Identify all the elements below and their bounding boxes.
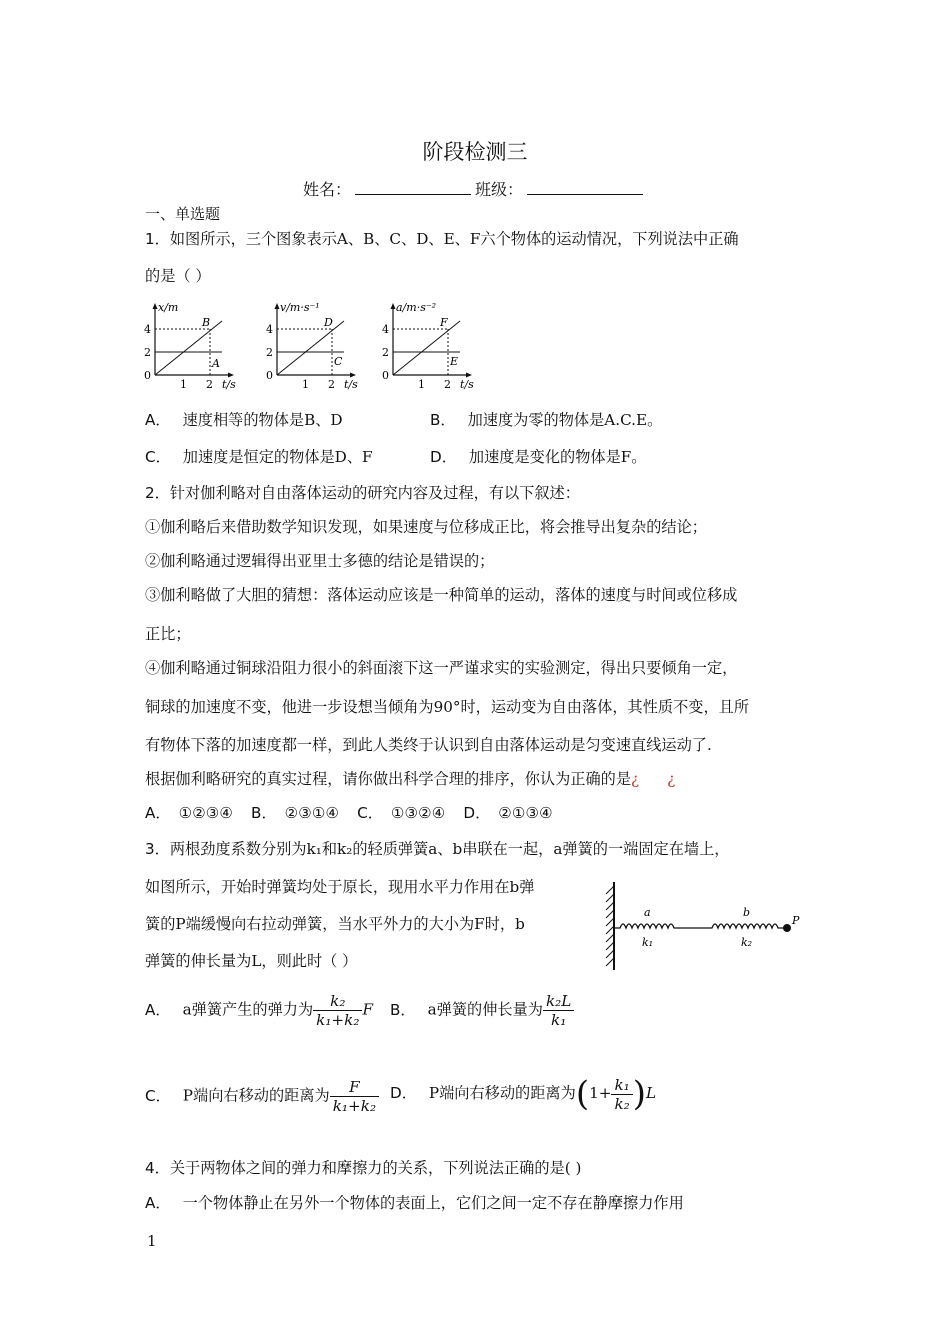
q3-d-fraction: $\frac{\text{k₁}}{\text{k₂}}$ (611, 1076, 632, 1113)
q3-stem-line2: 如图所示，开始时弹簧均处于原长，现用水平力作用在b弹 (145, 878, 535, 896)
q1-option-d[interactable]: D． 加速度是变化的物体是F。 (430, 448, 647, 466)
svg-text:2: 2 (328, 378, 335, 391)
svg-text:b: b (743, 906, 751, 919)
q1-text: 如图所示，三个图象表示A、B、C、D、E、F六个物体的运动情况，下列说法中正确 (169, 230, 739, 248)
q2-statement-4b: 铜球的加速度不变，他进一步设想当倾角为90°时，运动变为自由落体，其性质不变，且所 (145, 698, 750, 716)
graph1-lower-label: A (212, 357, 220, 370)
q3-option-a[interactable]: A． a弹簧产生的弹力为 $\frac{\text{k₂}}{\text{k₁+k₂}}$ F (145, 992, 373, 1029)
svg-text:k₂: k₂ (741, 936, 753, 949)
svg-text:0: 0 (266, 369, 273, 382)
q2-option-c[interactable]: C． ①③②④ (357, 804, 446, 822)
svg-text:a: a (644, 906, 651, 919)
name-blank (355, 180, 471, 195)
q2-statement-3b: 正比； (145, 625, 191, 643)
q2-statement-1: ①伽利略后来借助数学知识发现，如果速度与位移成正比，将会推导出复杂的结论； (145, 518, 707, 536)
graph2-upper-label: D (324, 316, 333, 329)
q1-option-c[interactable]: C． 加速度是恒定的物体是D、F (145, 448, 373, 466)
svg-text:1: 1 (418, 378, 425, 391)
svg-text:t/s: t/s (222, 378, 236, 391)
svg-text:2: 2 (382, 346, 389, 359)
q3-spring-figure (600, 878, 835, 974)
svg-text:k₁: k₁ (642, 936, 654, 949)
q3-c-fraction: $\frac{F}{\text{k₁+k₂}}$ (330, 1078, 379, 1115)
svg-text:2: 2 (266, 346, 273, 359)
svg-text:0: 0 (382, 369, 389, 382)
q2-option-a[interactable]: A． ①②③④ (145, 804, 234, 822)
q3-option-b[interactable]: B． a弹簧的伸长量为 $\frac{\text{k₂L}}{\text{k₁}}$ (390, 992, 574, 1029)
svg-text:4: 4 (144, 323, 151, 336)
q1-stem-line2: 的是（ ） (145, 267, 211, 285)
q2-statement-4c: 有物体下落的加速度都一样，到此人类终于认识到自由落体运动是匀变速直线运动了. (145, 736, 712, 754)
q3-a-fraction: $\frac{\text{k₂}}{\text{k₁+k₂}}$ (313, 992, 362, 1029)
graph3-ylabel: a/m·s⁻² (396, 301, 437, 314)
class-blank (527, 180, 643, 195)
graph3-lower-label: E (450, 355, 459, 368)
svg-text:t/s: t/s (460, 378, 474, 391)
svg-text:P: P (792, 914, 800, 927)
q1-stem-line1 (145, 228, 739, 249)
q1-option-a[interactable]: A． 速度相等的物体是B、D (145, 411, 343, 429)
svg-text:t/s: t/s (344, 378, 358, 391)
graph2-lower-label: C (334, 355, 343, 368)
svg-text:1: 1 (302, 378, 309, 391)
q2-statement-4a: ④伽利略通过铜球沿阻力很小的斜面滚下这一严谨求实的实验测定，得出只要倾角一定， (145, 659, 738, 677)
svg-text:1: 1 (180, 378, 187, 391)
page-number: 1 (147, 1232, 157, 1250)
q3-option-c[interactable]: C． P端向右移动的距离为 $\frac{F}{\text{k₁+k₂}}$ (145, 1078, 379, 1115)
q1-option-b[interactable]: B． 加速度为零的物体是A.C.E。 (430, 411, 663, 429)
q4-stem: 4．关于两物体之间的弹力和摩擦力的关系，下列说法正确的是( ) (145, 1159, 582, 1177)
svg-text:4: 4 (266, 323, 273, 336)
name-label: 姓名： (302, 180, 351, 199)
graph1-ylabel: x/m (158, 301, 179, 314)
q2-option-b[interactable]: B． ②③①④ (251, 804, 340, 822)
page-title: 阶段检测三 (422, 140, 528, 164)
section-heading: 一、单选题 (145, 205, 221, 223)
graph-v-t (266, 301, 358, 391)
q4-option-a[interactable]: A． 一个物体静止在另外一个物体的表面上，它们之间一定不存在静摩擦力作用 (145, 1194, 684, 1212)
q3-option-d[interactable]: D． P端向右移动的距离为(1+ $\frac{\text{k₁}}{\text{k₂}}$ )L (390, 1074, 657, 1114)
svg-text:2: 2 (444, 378, 451, 391)
spring-b (708, 924, 784, 928)
svg-text:2: 2 (144, 346, 151, 359)
q2-ask: 根据伽利略研究的真实过程，请你做出科学合理的排序，你认为正确的是¿ ¿ (145, 770, 676, 788)
student-info-line (0, 177, 950, 200)
q3-stem-line4: 弹簧的伸长量为L，则此时（ ） (145, 952, 358, 970)
q2-statement-2: ②伽利略通过逻辑得出亚里士多德的结论是错误的； (145, 552, 495, 570)
q2-options (145, 802, 553, 823)
svg-text:4: 4 (382, 323, 389, 336)
graph3-upper-label: F (440, 316, 448, 329)
graph2-ylabel: v/m·s⁻¹ (280, 301, 320, 314)
q3-stem-line1: 3．两根劲度系数分别为k₁和k₂的轻质弹簧a、b串联在一起，a弹簧的一端固定在墙上， (145, 840, 730, 858)
q3-b-fraction: $\frac{\text{k₂L}}{\text{k₁}}$ (543, 992, 574, 1029)
graph-a-t (382, 301, 474, 391)
q2-option-d[interactable]: D． ②①③④ (463, 804, 553, 822)
q1-number: 1． (145, 230, 170, 248)
spring-a (614, 924, 690, 928)
svg-text:0: 0 (144, 369, 151, 382)
q2-stem: 2．针对伽利略对自由落体运动的研究内容及过程，有以下叙述： (145, 484, 580, 502)
q3-stem-line3: 簧的P端缓慢向右拉动弹簧，当水平外力的大小为F时，b (145, 915, 525, 933)
end-p-dot (783, 924, 791, 932)
graph1-upper-label: B (202, 316, 211, 329)
svg-text:2: 2 (206, 378, 213, 391)
class-label: 班级： (475, 180, 524, 199)
graph-x-t (144, 301, 236, 391)
q1-graphs (140, 295, 490, 393)
q2-statement-3a: ③伽利略做了大胆的猜想：落体运动应该是一种简单的运动，落体的速度与时间或位移成 (145, 586, 738, 604)
